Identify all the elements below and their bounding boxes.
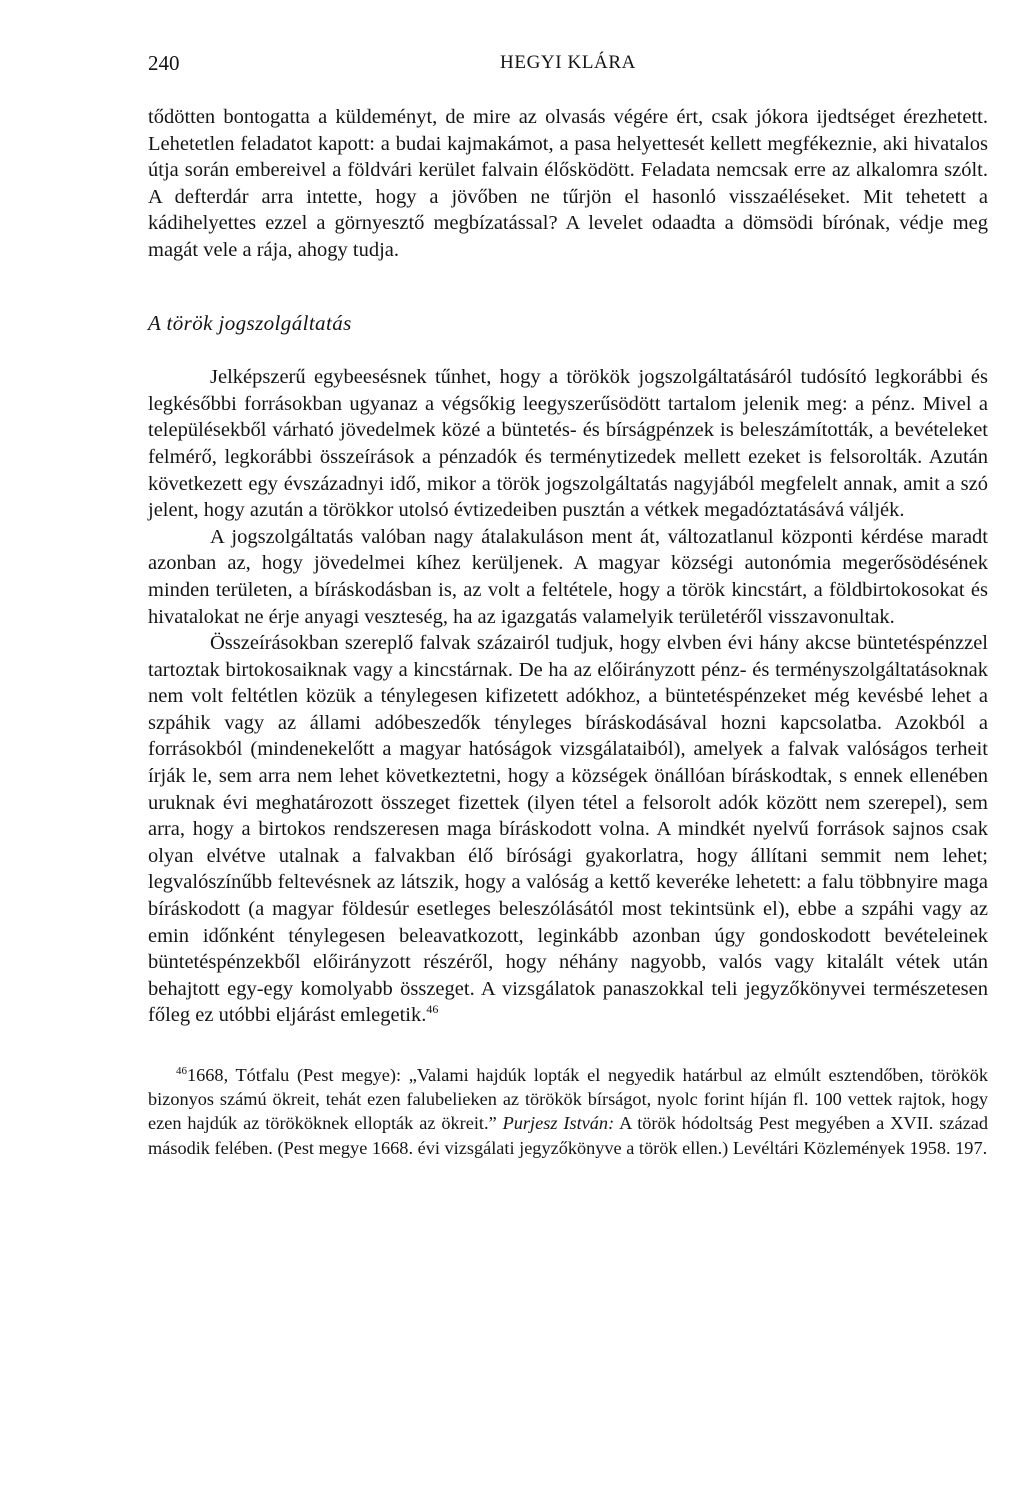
footnote-text-before: 1668, Tótfalu (Pest megye): „Valami hajdúk lopták el negyedik határbul az elmúlt esztendőben, törökök bizonyos számú ökreit, tehát ezen falubelieken az törökök bírságot, nyolc forint híján fl. 100 vettek rajtok, hogy ezen hajdúk az törököknek ellopták az ökreit.” [148, 1065, 988, 1134]
footnote [148, 1063, 988, 1160]
footnotes [148, 1063, 988, 1160]
footnote-text-after: A török hódoltság Pest megyében a XVII. század második felében. (Pest megye 1668. évi vizsgálati jegyzőkönyve a török ellen.) Levéltári Közlemények 1958. 197. [148, 1113, 988, 1158]
running-head: HEGYI KLÁRA [500, 52, 636, 73]
section-paragraph-1: Jelképszerű egybeesésnek tűnhet, hogy a törökök jogszolgáltatásáról tudósító legkorábbi és legkésőbbi forrásokban ugyanaz a végsőkig leegyszerűsödött tartalom jelenik meg: a pénz. Mivel a településekből várható jövedelmek közé a büntetés- és bírságpénzek is beleszámították, a bevételeket felmérő, legkorábbi összeírások a pénzadók és terménytizedek mellett ezeket is felsorolták. Azután következett egy évszázadnyi idő, mikor a török jogszolgáltatás nagyjából megfelelt annak, amit a szó jelent, hogy azután a törökkor utolsó évtizedeiben pusztán a vétkek megadóztatásává váljék. [148, 366, 988, 522]
section-paragraph-3 [148, 630, 988, 1029]
footnote-author: Purjesz István: [502, 1113, 615, 1134]
footnote-reference: 46 [426, 1002, 439, 1017]
section-heading: A török jogszolgáltatás [148, 310, 352, 335]
document-page [148, 0, 988, 1160]
page-header [148, 50, 988, 80]
page-number: 240 [148, 51, 180, 75]
section-paragraph-2: A jogszolgáltatás valóban nagy átalakuláson ment át, változatlanul központi kérdése maradt azonban az, hogy jövedelmei kíhez kerüljenek. A magyar községi autonómia megerősödésének minden területen, a bíráskodásban is, az volt a feltétele, hogy a török kincstárt, a földbirtokosokat és hivatalokat ne érje anyagi veszteség, ha az igazgatás valamelyik területéről visszavonultak. [148, 525, 988, 628]
footnote-marker: 46 [176, 1064, 187, 1077]
body-text [148, 104, 988, 1029]
section-paragraph-3-text: Összeírásokban szereplő falvak százairól tudjuk, hogy elvben évi hány akcse büntetéspénzzel tartoztak birtokosaiknak vagy a kincstárnak. De ha az előirányzott pénz- és terményszolgáltatásoknak nem volt feltétlen közük a ténylegesen kifizetett adókhoz, a büntetéspénzeket még kevésbé lehet a szpáhik vagy az állami adóbeszedők tényleges bíráskodásával hozni kapcsolatba. Azokból a forrásokból (mindenekelőtt a magyar hatóságok vizsgálataiból), amelyek a falvak valóságos terheit írják le, sem arra nem lehet következtetni, hogy a községek önállóan bíráskodtak, s ennek ellenében uruknak évi meghatározott összeget fizettek (ilyen tétel a felsorolt adók között nem szerepel), sem arra, hogy a birtokos rendszeresen maga bíráskodott volna. A mindkét nyelvű források sajnos csak olyan elvétve utalnak a falvakban élő bírósági gyakorlatra, hogy állítani semmit nem lehet; legvalószínűbb feltevésnek az látszik, hogy a valóság a kettő keveréke lehetett: a falu többnyire maga bíráskodott (a magyar földesúr esetleges beleszólásától most tekintsünk el), ebbe a szpáhi vagy az emin időnként ténylegesen beleavatkozott, leginkább azonban úgy gondoskodott bevételeinek büntetéspénzekből előirányzott részéről, hogy néhány nagyobb, valós vagy kitalált vétek után behajtott egy-egy komolyabb összeget. A vizsgálatok panaszokkal teli jegyzőkönyvei természetesen főleg ez utóbbi eljárást emlegetik. [148, 632, 988, 1027]
intro-paragraph: tődötten bontogatta a küldeményt, de mire az olvasás végére ért, csak jókora ijedtséget érezhetett. Lehetetlen feladatot kapott: a budai kajmakámot, a pasa helyettesét kellett megfékeznie, aki hivatalos útja során embereivel a földvári kerület falvain élősködött. Feladata nemcsak erre az alkalomra szólt. A defterdár arra intette, hogy a jövőben ne tűrjön el hasonló visszaéléseket. Mit tehetett a kádihelyettes ezzel a görnyesztő megbízatással? A levelet odaadta a dömsödi bírónak, védje meg magát vele a rája, ahogy tudja. [148, 106, 988, 261]
